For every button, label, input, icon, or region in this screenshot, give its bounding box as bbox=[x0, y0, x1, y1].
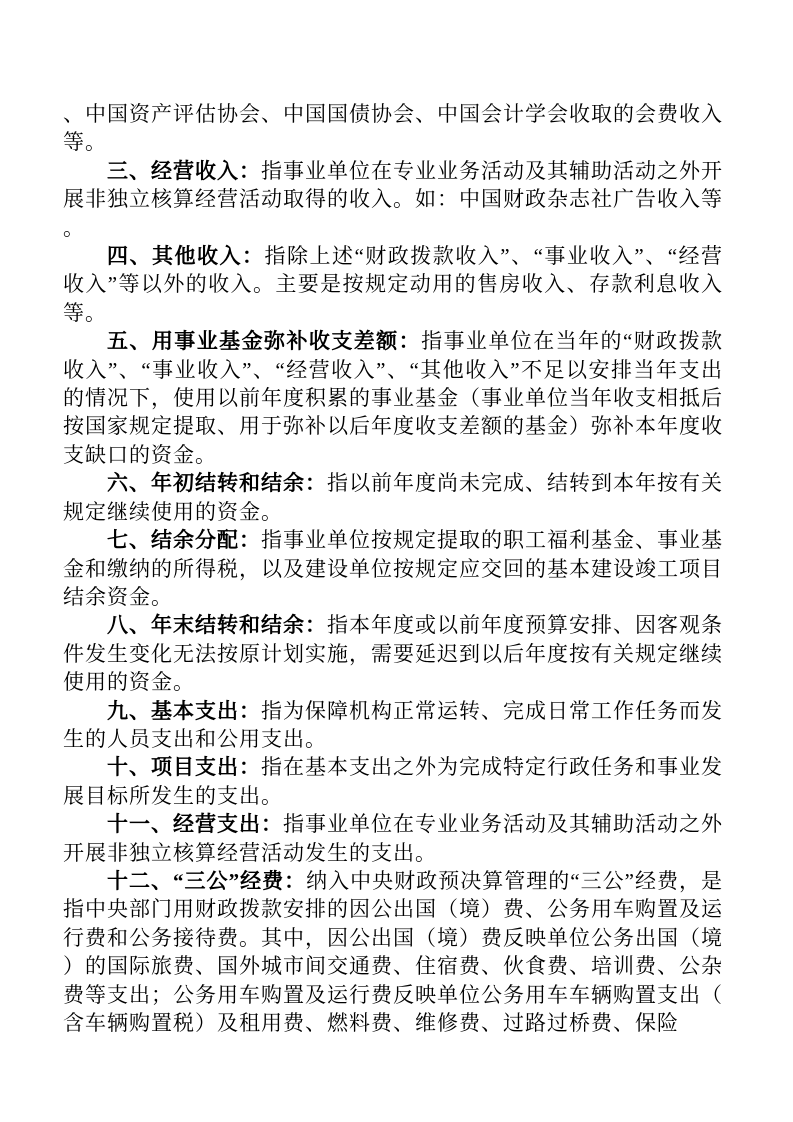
para-09-basic-expenditure bbox=[63, 697, 723, 754]
para-07-surplus-distribution bbox=[63, 526, 723, 611]
paragraph-term: 三、经营收入： bbox=[107, 158, 261, 183]
paragraph-text: 指除上述“财政拨款收入”、“事业收入”、“经营收入”等以外的收入。主要是按规定动用的售房收入、存款利息收入等。 bbox=[63, 244, 724, 325]
paragraph-text: 指在基本支出之外为完成特定行政任务和事业发展目标所发生的支出。 bbox=[63, 755, 723, 808]
para-04-other-revenue bbox=[63, 242, 723, 327]
paragraph-term: 七、结余分配： bbox=[107, 528, 261, 553]
paragraph-term: 十、项目支出： bbox=[107, 755, 261, 780]
paragraph-text: 纳入中央财政预决算管理的“三公”经费，是指中央部门用财政拨款安排的因公出国（境）费、公务用车购置及运行费和公务接待费。其中，因公出国（境）费反映单位公务出国（境）的国际旅费、国外城市间交通费、住宿费、伙食费、培训费、公杂费等支出；公务用车购置及运行费反映单位公务用车车辆购置支出（含车辆购置税）及租用费、燃料费、维修费、过路过桥费、保险 bbox=[63, 868, 724, 1035]
paragraph-text: 指事业单位按规定提取的职工福利基金、事业基金和缴纳的所得税，以及建设单位按规定应交回的基本建设竣工项目结余资金。 bbox=[63, 528, 723, 609]
document-content bbox=[63, 100, 723, 1037]
paragraph-term: 六、年初结转和结余： bbox=[107, 471, 327, 496]
para-12-three-public-expenses bbox=[63, 867, 723, 1037]
paragraph-term: 五、用事业基金弥补收支差额： bbox=[107, 329, 422, 354]
paragraph-text: 指本年度或以前年度预算安排、因客观条件发生变化无法按原计划实施，需要延迟到以后年度按有关规定继续使用的资金。 bbox=[63, 613, 723, 695]
para-11-operating-expenditure bbox=[63, 810, 723, 867]
paragraph-text: 、中国资产评估协会、中国国债协会、中国会计学会收取的会费收入等。 bbox=[63, 102, 723, 155]
paragraph-text: 指以前年度尚未完成、结转到本年按有关规定继续使用的资金。 bbox=[63, 471, 723, 524]
paragraph-term: 四、其他收入： bbox=[107, 244, 265, 269]
paragraph-text: 指事业单位在专业业务活动及其辅助活动之外开展非独立核算经营活动取得的收入。如：中国财政杂志社广告收入等。 bbox=[63, 158, 723, 240]
para-08-yearend-carryover bbox=[63, 611, 723, 696]
paragraph-text: 指事业单位在当年的“财政拨款收入”、“事业收入”、“经营收入”、“其他收入”不足以安排当年支出的情况下，使用以前年度积累的事业基金（事业单位当年收支相抵后按国家规定提取、用于弥补以后年度收支差额的基金）弥补本年度收支缺口的资金。 bbox=[63, 329, 724, 467]
para-03-operating-revenue bbox=[63, 157, 723, 242]
paragraph-text: 指事业单位在专业业务活动及其辅助活动之外开展非独立核算经营活动发生的支出。 bbox=[63, 812, 723, 865]
para-continuation bbox=[63, 100, 723, 157]
para-06-beginning-carryover bbox=[63, 469, 723, 526]
paragraph-text: 指为保障机构正常运转、完成日常工作任务而发生的人员支出和公用支出。 bbox=[63, 698, 723, 751]
para-05-fund-deficit-makeup bbox=[63, 327, 723, 469]
paragraph-term: 十一、经营支出： bbox=[107, 812, 283, 837]
paragraph-term: 十二、“三公”经费： bbox=[107, 868, 307, 893]
paragraph-term: 八、年末结转和结余： bbox=[107, 613, 327, 638]
para-10-project-expenditure bbox=[63, 753, 723, 810]
paragraph-term: 九、基本支出： bbox=[107, 698, 261, 723]
